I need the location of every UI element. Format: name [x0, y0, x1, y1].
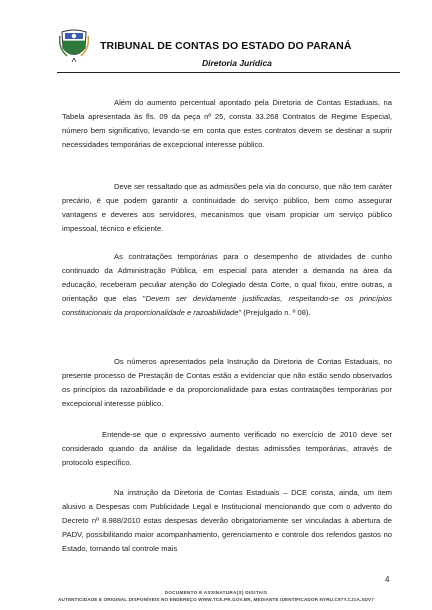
paragraph-6: Na instrução da Diretoria de Contas Estaduais – DCE consta, ainda, um item alusivo a Despesas com Publicidade Legal e Institucional mencionando que com o advento do Decreto nº 8.988/2010 estas despesas deverão obrigatoriamente ser vinculadas à abertura de PADV, possibilitando maior acompanhamento, gerenciamento e controle dos referidos gastos no Estado, tornando tal controle mais: [62, 488, 392, 554]
footer-digital-signature-notice: DOCUMENTO E ASSINATURA(S) DIGITAIS: [164, 590, 268, 595]
footer-authenticity-notice: AUTENTICIDADE E ORIGINAL DISPONÍVEIS NO ENDEREÇO WWW.TCE.PR.GOV.BR, MEDIANTE IDENTIFICADOR NYRU.C97Y.CJ1A.XDV7: [58, 597, 374, 602]
page-number: 4: [385, 575, 390, 584]
header-divider: [57, 72, 400, 73]
paragraph-5: Entende-se que o expressivo aumento verificado no exercício de 2010 deve ser considerado quando da análise da legalidade destas admissões temporárias, através de protocolo específico.: [62, 430, 392, 468]
paragraph-1: Além do aumento percentual apontado pela Diretoria de Contas Estaduais, na Tabela apresentada às fls. 09 da peça nº 25, consta 33.268 Contratos de Regime Especial, número bem significativo, levando-se em conta que estes contratos devem se destinar a suprir necessidades temporárias de excepcional interesse público.: [62, 98, 392, 150]
organization-title: TRIBUNAL DE CONTAS DO ESTADO DO PARANÁ: [100, 40, 352, 52]
paragraph-4: Os números apresentados pela Instrução da Diretoria de Contas Estaduais, no presente processo de Prestação de Contas estão a evidenciar que não estão sendo observados os princípios da razoabilidade e da proporcionalidade para estas contratações temporárias por excepcional interesse público.: [62, 357, 392, 409]
prejulgado-quote: Devem ser devidamente justificadas, respeitando-se os princípios constitucionais da proporcionalidade e razoabilidade: [62, 294, 392, 318]
coat-of-arms-logo: [59, 28, 89, 62]
paragraph-3-lead: As contratações temporárias para o desempenho de atividades de cunho continuado da Administração Pública, em especial para atender a demanda na área da educação, receberam peculiar atenção do Colegiado desta Corte, o qual fixou, entre outras, a orientação que elas ": [62, 252, 392, 304]
paragraph-2: Deve ser ressaltado que as admissões pela via do concurso, que não tem caráter precário, é que podem garantir a continuidade do serviço público, bem como assegurar vantagens e deveres aos servidores, mecanismos que visam propiciar um serviço público impessoal, técnico e eficiente.: [62, 182, 392, 234]
paragraph-3-tail: " (Prejulgado n. º 08).: [238, 308, 311, 318]
paragraph-3: [62, 250, 392, 320]
department-subtitle: Diretoria Jurídica: [202, 58, 272, 68]
